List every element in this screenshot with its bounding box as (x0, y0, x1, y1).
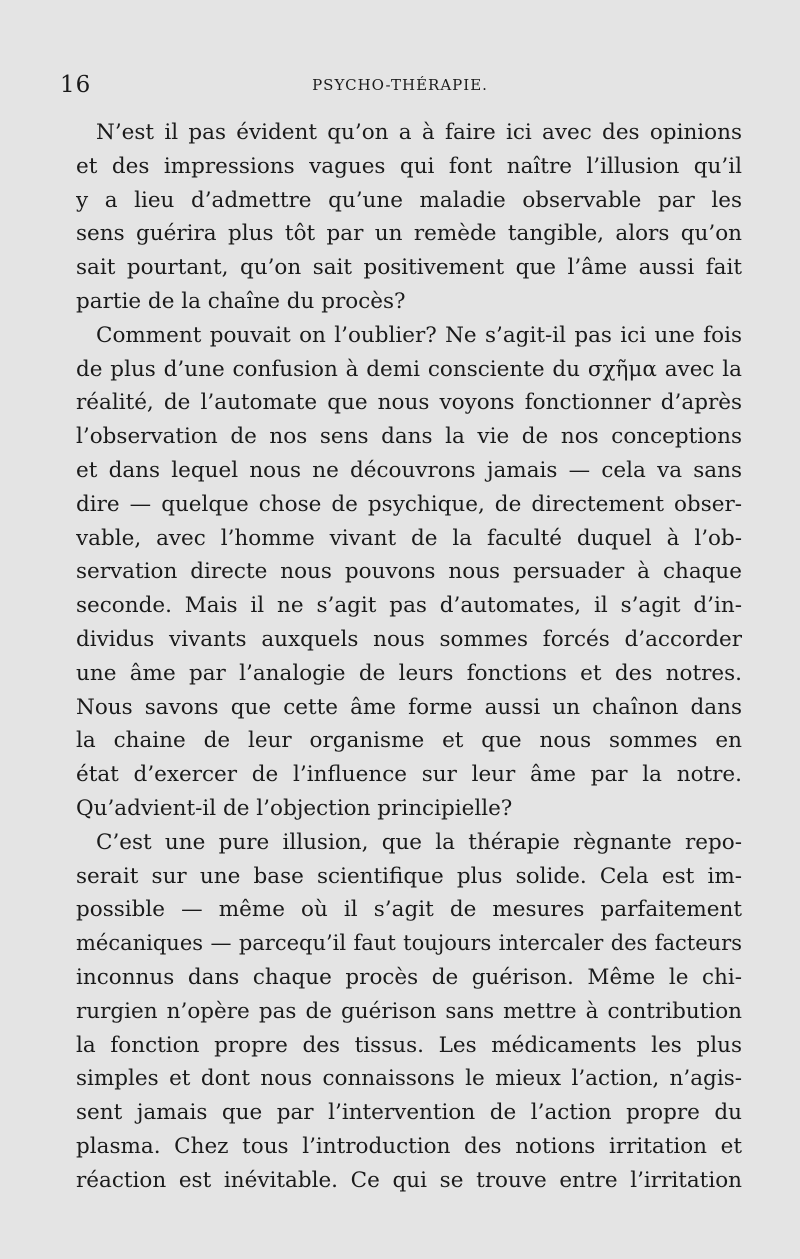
text-line: Nous savons que cette âme forme aussi un chaînon dans (76, 694, 742, 720)
text-line: possible — même où il s’agit de mesures parfaitement (76, 897, 742, 923)
text-line: servation directe nous pouvons nous persuader à chaque (76, 559, 742, 585)
text-line: et des impressions vagues qui font naître l’illusion qu’il (76, 153, 742, 179)
text-line: dividus vivants auxquels nous sommes forcés d’accorder (76, 626, 742, 652)
text-line: mécaniques — parcequ’il faut toujours intercaler des facteurs (76, 931, 742, 956)
text-line: inconnus dans chaque procès de guérison. Même le chi- (76, 964, 742, 990)
text-line: l’observation de nos sens dans la vie de nos conceptions (76, 424, 742, 450)
body-text (76, 116, 742, 1198)
text-line: état d’exercer de l’influence sur leur âme par la notre. (76, 762, 742, 788)
text-line: et dans lequel nous ne découvrons jamais — cela va sans (76, 457, 742, 483)
text-line: la fonction propre des tissus. Les médicaments les plus (76, 1032, 742, 1058)
text-line: rurgien n’opère pas de guérison sans mettre à contribution (76, 998, 742, 1024)
text-line: une âme par l’analogie de leurs fonctions et des notres. (76, 660, 742, 686)
text-line: N’est il pas évident qu’on a à faire ici avec des opinions (96, 120, 742, 145)
text-line: y a lieu d’admettre qu’une maladie observable par les (76, 187, 742, 213)
text-line: C’est une pure illusion, que la thérapie règnante repo- (96, 829, 742, 855)
text-line: simples et dont nous connaissons le mieux l’action, n’agis- (76, 1066, 742, 1092)
page-header (60, 72, 740, 106)
text-line: partie de la chaîne du procès? (76, 288, 406, 314)
text-line: serait sur une base scientifique plus solide. Cela est im- (76, 863, 742, 889)
text-line: seconde. Mais il ne s’agit pas d’automates, il s’agit d’in- (76, 593, 742, 619)
text-line: vable, avec l’homme vivant de la faculté duquel à l’ob- (76, 525, 742, 551)
page-number: 16 (60, 72, 92, 98)
text-line: sens guérira plus tôt par un remède tangible, alors qu’on (76, 221, 742, 247)
text-line: dire — quelque chose de psychique, de directement obser- (76, 491, 742, 517)
text-line: réalité, de l’automate que nous voyons fonctionner d’après (76, 390, 742, 416)
text-line: sent jamais que par l’intervention de l’action propre du (76, 1100, 742, 1126)
text-line: de plus d’une confusion à demi consciente du σχῆμα avec la (76, 356, 742, 382)
text-line: réaction est inévitable. Ce qui se trouve entre l’irritation (76, 1167, 742, 1193)
text-line: Qu’advient-il de l’objection principielle? (76, 795, 513, 821)
text-line: Comment pouvait on l’oublier? Ne s’agit-il pas ici une fois (96, 322, 742, 348)
text-line: plasma. Chez tous l’introduction des notions irritation et (76, 1133, 742, 1159)
text-line: la chaine de leur organisme et que nous sommes en (76, 728, 742, 754)
running-title: PSYCHO-THÉRAPIE. (312, 76, 488, 94)
text-line: sait pourtant, qu’on sait positivement que l’âme aussi fait (76, 255, 742, 281)
